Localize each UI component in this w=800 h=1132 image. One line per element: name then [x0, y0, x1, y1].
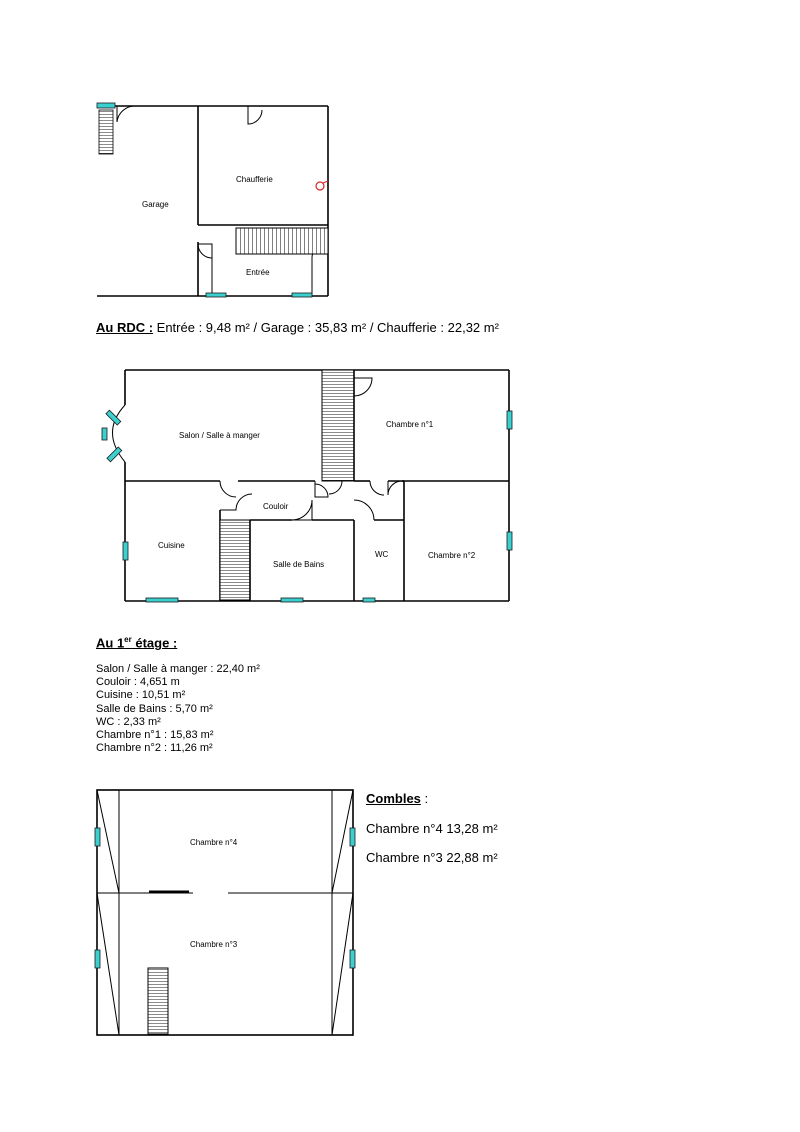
room-sdb: Salle de Bains: [273, 560, 325, 569]
combles-line2: Chambre n°3 22,88 m²: [366, 850, 498, 865]
room-chambre4: Chambre n°4: [190, 838, 238, 847]
area-item: Chambre n°2 : 11,26 m²: [96, 742, 213, 755]
etage1-heading: Au 1er étage :: [96, 635, 178, 651]
room-chambre3: Chambre n°3: [190, 940, 238, 949]
room-salon: Salon / Salle à manger: [179, 431, 260, 440]
combles-plan: [95, 790, 355, 1035]
rdc-summary: Entrée : 9,48 m² / Garage : 35,83 m² / Chaufferie : 22,32 m²: [153, 320, 499, 335]
area-item: WC : 2,33 m²: [96, 715, 161, 728]
area-item: Salle de Bains : 5,70 m²: [96, 702, 213, 715]
area-item: Salon / Salle à manger : 22,40 m²: [96, 663, 260, 675]
room-chambre2: Chambre n°2: [428, 551, 476, 560]
rdc-heading: Au RDC :: [96, 320, 154, 335]
combles-line1: Chambre n°4 13,28 m²: [366, 821, 498, 836]
area-item: Cuisine : 10,51 m²: [96, 689, 186, 702]
room-chambre1: Chambre n°1: [386, 420, 434, 429]
room-entree: Entrée: [246, 268, 270, 277]
area-item: Chambre n°1 : 15,83 m²: [96, 729, 214, 742]
room-chaufferie: Chaufferie: [236, 175, 273, 184]
room-cuisine: Cuisine: [158, 541, 185, 550]
area-item: Couloir : 4,651 m: [96, 676, 180, 689]
rdc-caption: [96, 320, 499, 335]
etage1-area-list: [96, 663, 260, 755]
etage1-plan: [102, 370, 512, 602]
combles-heading: Combles :: [366, 791, 429, 806]
room-wc: WC: [375, 550, 389, 559]
room-garage: Garage: [142, 200, 169, 209]
room-couloir: Couloir: [263, 502, 289, 511]
rdc-plan: [97, 103, 328, 297]
